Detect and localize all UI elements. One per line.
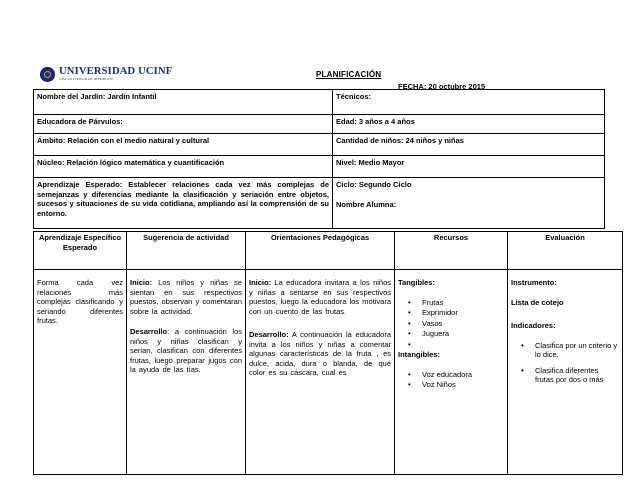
evaluacion-cell <box>508 270 623 475</box>
header-aprendizaje: Aprendizaje Específico Esperado <box>34 232 127 270</box>
edad-cell: Edad: 3 años a 4 años <box>333 115 605 134</box>
sugerencia-desarrollo-text: : a continuación los niños y niñas clasifican y serian, clasifican con diferentes frutas, luego preparar jugos con la ayuda de las tías. <box>130 327 242 374</box>
aprendizaje-esperado-cell: Aprendizaje Esperado: Establecer relaciones cada vez más complejas de semejanzas y diferencias mediante la clasificación y seriación entre objetos, sucesos y situaciones de su vida cotidiana, ampliando así la comprensión de su entorno. <box>34 178 333 229</box>
logo-subtext: UNA UNIVERSIDAD DIFERENTE <box>59 77 114 81</box>
sugerencia-inicio-label: Inicio: <box>130 278 153 287</box>
intangibles-label: Intangibles: <box>398 350 441 359</box>
nucleo-cell: Núcleo: Relación lógico matemática y cuantificación <box>34 156 333 178</box>
instrumento-label: Instrumento: <box>511 278 557 287</box>
ambito-cell: Ámbito: Relación con el medio natural y cultural <box>34 134 333 156</box>
intangible-item: • Voz Niños <box>398 380 504 390</box>
nombre-alumna-text: Nombre Alumna: <box>336 199 397 209</box>
intangible-item: • Voz educadora <box>398 370 504 380</box>
header-recursos: Recursos <box>395 232 508 270</box>
document-date: FECHA: 20 octubre 2015 <box>398 82 486 91</box>
ciclo-text: Ciclo: Segundo Ciclo <box>336 180 412 189</box>
ciclo-cell <box>333 178 605 229</box>
recursos-cell <box>395 270 508 475</box>
university-seal-icon <box>40 67 55 82</box>
tangibles-list <box>398 298 504 350</box>
orientaciones-desarrollo-text: A continuación la educadora invita a los niños y niñas a comentar algunas características de la fruta , es dulce, acida, dura o blanda, de qué color es su cáscara, cual es <box>249 330 391 377</box>
document-title: PLANIFICACIÓN <box>316 70 382 79</box>
cantidad-cell: Cantidad de niños: 24 niños y niñas <box>333 134 605 156</box>
orientaciones-inicio-label: Inicio: <box>249 278 272 287</box>
planning-table <box>33 231 623 475</box>
indicadores-list <box>511 341 619 385</box>
sugerencia-desarrollo-label: Desarrollo <box>130 327 168 336</box>
educadora-cell: Educadora de Párvulos: <box>34 115 333 134</box>
university-logo <box>40 66 172 82</box>
header-sugerencia: Sugerencia de actividad <box>127 232 246 270</box>
aprendizaje-text: Forma cada vez relaciones más complejas clasificando y seriando diferentes frutas. <box>37 278 123 325</box>
nivel-cell: Nivel: Medio Mayor <box>333 156 605 178</box>
sugerencia-cell <box>127 270 246 475</box>
intangibles-list <box>398 370 504 390</box>
jardin-cell: Nombre del Jardín: Jardín Infantil <box>34 90 333 115</box>
indicadores-label: Indicadores: <box>511 321 556 330</box>
logo-text: UNIVERSIDAD UCINF <box>59 66 173 77</box>
tangibles-label: Tangibles: <box>398 278 435 287</box>
tangible-item-empty <box>398 340 504 350</box>
sugerencia-inicio-text: Los niños y niñas se sientan en sus respectivos puestos, observan y comentaran sobre la actividad. <box>130 278 242 316</box>
lista-cotejo: Lista de cotejo <box>511 297 564 307</box>
tecnicos-cell: Técnicos: <box>333 90 605 115</box>
aprendizaje-cell <box>34 270 127 475</box>
info-table <box>33 89 605 229</box>
tangible-item: • Exprimidor <box>398 308 504 318</box>
tangible-item: • Vasos <box>398 319 504 329</box>
indicador-item: • Clasifica por un criterio y lo dice. <box>511 341 619 360</box>
orientaciones-desarrollo-label: Desarrollo: <box>249 330 289 339</box>
orientaciones-inicio-text: La educadora invitara a los niños y niñas a sentarse en sus respectivos puestos, luego la educadora los motivara con un cuento de las frutas. <box>249 278 391 316</box>
tangible-item: • Frutas <box>398 298 504 308</box>
indicador-item: • Clasifica diferentes frutas por dos o más <box>511 366 619 385</box>
orientaciones-cell <box>246 270 395 475</box>
header-orientaciones: Orientaciones Pedagógicas <box>246 232 395 270</box>
header-evaluacion: Evaluación <box>508 232 623 270</box>
tangible-item: • Juguera <box>398 329 504 339</box>
